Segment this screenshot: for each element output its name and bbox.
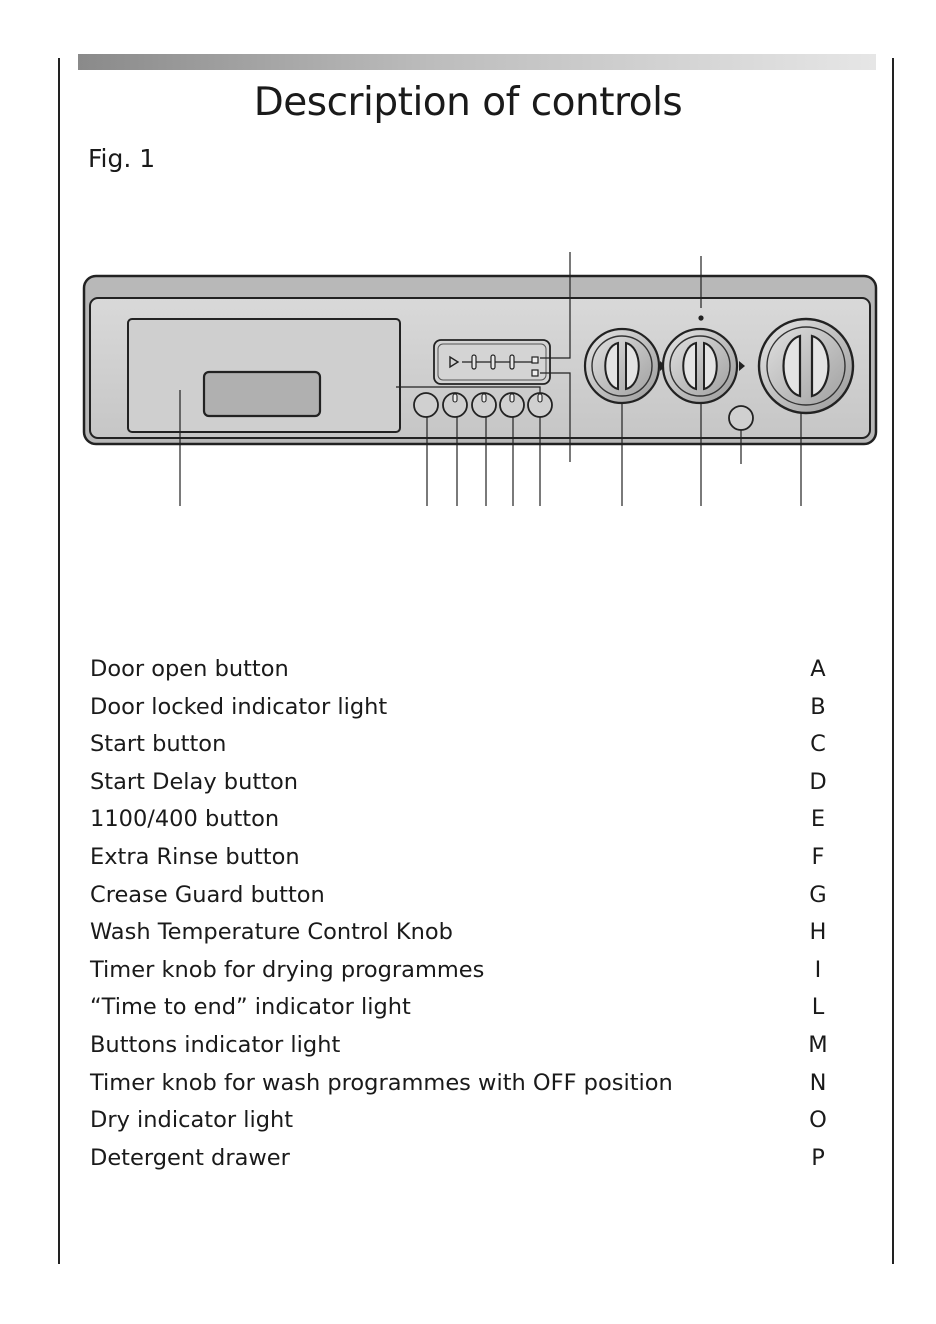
list-item [90,694,830,732]
control-name: Start Delay button [90,768,299,795]
control-letter: P [811,1144,825,1171]
door-locked-light [532,357,538,363]
dry-indicator-light [532,370,538,376]
control-panel-figure [0,0,936,520]
door-open-button [414,393,438,417]
control-letter: H [809,919,827,946]
control-name: Wash Temperature Control Knob [90,919,453,946]
control-name: Extra Rinse button [90,843,300,870]
time-led-1 [472,355,476,369]
control-letter: C [810,731,826,758]
list-item [90,882,830,920]
control-letter: G [809,881,827,908]
list-item [90,957,830,995]
control-name: Crease Guard button [90,881,325,908]
control-letter: A [810,656,826,682]
list-item [90,656,830,694]
control-name: Timer knob for drying programmes [90,956,485,983]
control-letter: E [810,806,826,833]
control-letter: I [814,956,822,983]
buttons-indicator-light [453,394,457,402]
page-title: Description of controls [253,80,683,125]
control-letter: N [809,1069,827,1096]
control-name: Buttons indicator light [90,1031,341,1058]
list-item [90,806,830,844]
control-name: Timer knob for wash programmes with OFF position [90,1069,673,1096]
control-name: Start button [90,731,227,758]
control-name: Door open button [90,656,289,682]
control-name: 1100/400 button [90,806,280,833]
list-item [90,919,830,957]
control-name: Detergent drawer [90,1144,290,1171]
control-letter: F [811,843,825,870]
control-letter: M [808,1031,828,1058]
control-name: “Time to end” indicator light [90,994,411,1021]
control-name: Door locked indicator light [90,693,388,720]
control-letter: O [809,1107,827,1134]
control-letter: B [810,693,826,720]
control-name: Dry indicator light [90,1107,294,1134]
control-letter: L [811,994,825,1021]
list-item [90,844,830,882]
controls-legend [90,656,830,1182]
wash-temperature-knob [585,329,659,403]
drying-timer-knob [663,329,737,403]
time-led-3 [510,355,514,369]
list-item [90,1107,830,1145]
wash-programme-timer-knob [759,319,853,413]
control-letter: D [809,768,827,795]
list-item [90,731,830,769]
list-item [90,1070,830,1108]
drawer-handle [204,372,320,416]
list-item [90,1032,830,1070]
crease-guard-button [729,406,753,430]
time-led-2 [491,355,495,369]
figure-label: Fig. 1 [88,144,156,173]
list-item [90,1145,830,1183]
list-item [90,769,830,807]
list-item [90,994,830,1032]
